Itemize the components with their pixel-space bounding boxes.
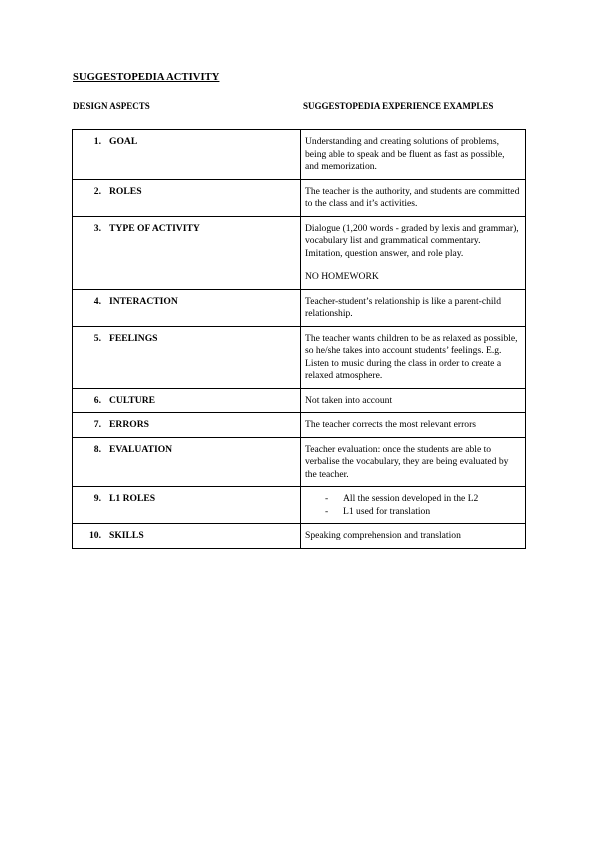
column-header-experience-examples: SUGGESTOPEDIA EXPERIENCE EXAMPLES (303, 101, 494, 111)
table-row (73, 388, 526, 413)
example-cell (301, 326, 526, 388)
aspect-label: ERRORS (109, 419, 149, 430)
example-cell (301, 437, 526, 487)
aspect-number: 10. (89, 530, 101, 541)
aspect-cell (73, 388, 301, 413)
example-text: Teacher-student’s relationship is like a parent-child relationship. (305, 295, 502, 319)
aspect-number: 6. (93, 394, 101, 406)
aspect-cell (73, 437, 301, 487)
aspect-cell (73, 216, 301, 289)
example-cell (301, 216, 526, 289)
aspect-number: 4. (93, 295, 101, 307)
example-bullet-list (305, 493, 520, 518)
aspect-number: 9. (93, 493, 101, 504)
table-row (73, 179, 526, 216)
example-text: The teacher is the authority, and students are committed to the class and it’s activities. (305, 185, 520, 209)
example-text: Dialogue (1,200 words - graded by lexis and grammar), vocabulary list and grammatical commentary. Imitation, question answer, and role play. (305, 222, 519, 259)
aspect-label: INTERACTION (109, 295, 178, 307)
aspects-table (72, 129, 526, 549)
aspect-cell (73, 179, 301, 216)
table-row (73, 437, 526, 487)
aspect-number: 3. (93, 222, 101, 234)
table-row (73, 524, 526, 549)
table-row (73, 326, 526, 388)
aspect-label: SKILLS (109, 530, 144, 541)
example-text: The teacher wants children to be as relaxed as possible, so he/she takes into account students’ feelings. E.g. Listen to music during the class in order to create a relaxed atmosphere. (305, 332, 518, 381)
aspect-label: L1 ROLES (109, 493, 156, 504)
table-row (73, 413, 526, 438)
aspect-label: FEELINGS (109, 332, 158, 344)
example-text: NO HOMEWORK (305, 271, 379, 282)
aspect-cell (73, 524, 301, 549)
aspect-cell (73, 413, 301, 438)
table-row (73, 130, 526, 180)
column-header-design-aspects: DESIGN ASPECTS (73, 101, 150, 111)
example-cell (301, 388, 526, 413)
aspect-cell (73, 130, 301, 180)
aspect-label: EVALUATION (109, 443, 173, 455)
example-cell (301, 289, 526, 326)
example-cell (301, 524, 526, 549)
list-item: - All the session developed in the L2 (325, 493, 520, 506)
aspect-label: GOAL (109, 136, 138, 147)
example-cell (301, 487, 526, 524)
aspect-label: TYPE OF ACTIVITY (109, 222, 200, 234)
aspect-label: CULTURE (109, 394, 156, 406)
aspect-number: 2. (93, 185, 101, 197)
example-text: The teacher corrects the most relevant errors (305, 419, 477, 430)
list-item: - L1 used for translation (325, 506, 520, 519)
document-title: SUGGESTOPEDIA ACTIVITY (73, 72, 220, 83)
example-text: Not taken into account (305, 394, 393, 406)
aspect-label: ROLES (109, 185, 142, 197)
table-row (73, 487, 526, 524)
aspect-cell (73, 326, 301, 388)
example-text: Speaking comprehension and translation (305, 530, 461, 541)
aspect-number: 7. (93, 419, 101, 430)
example-cell (301, 179, 526, 216)
example-cell (301, 413, 526, 438)
aspect-cell (73, 487, 301, 524)
example-text: Teacher evaluation: once the students are able to verbalise the vocabulary, they are being evaluated by the teacher. (305, 443, 509, 480)
example-cell (301, 130, 526, 180)
table-row (73, 289, 526, 326)
table-row (73, 216, 526, 289)
aspects-table-body (73, 130, 526, 549)
aspect-number: 5. (93, 332, 101, 344)
aspect-number: 8. (93, 443, 101, 455)
example-text: Understanding and creating solutions of problems, being able to speak and be fluent as fast as possible, and memorization. (305, 136, 505, 172)
aspect-cell (73, 289, 301, 326)
aspect-number: 1. (93, 136, 101, 147)
